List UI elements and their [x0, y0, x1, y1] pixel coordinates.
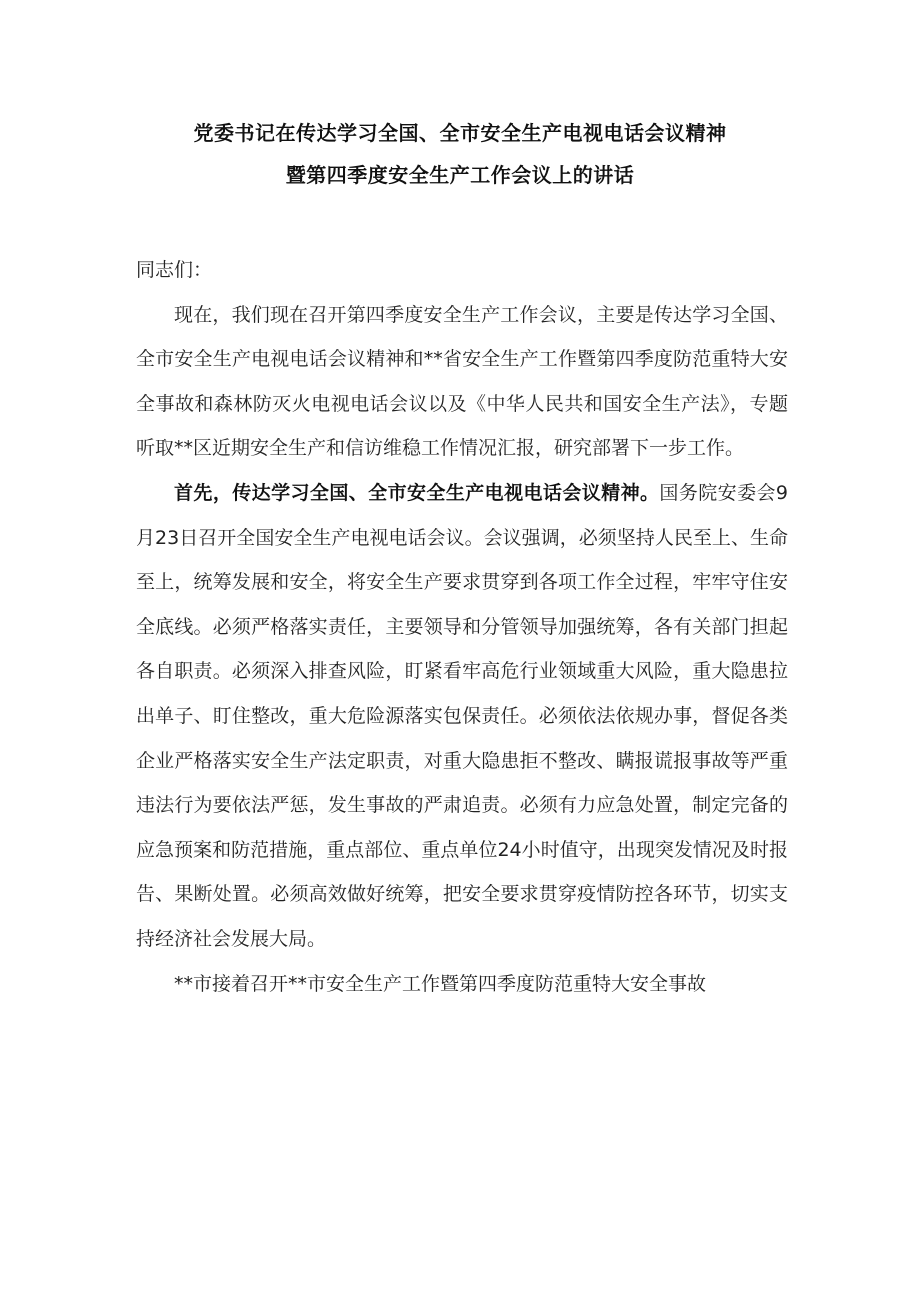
paragraph-2-lead: 首先，传达学习全国、全市安全生产电视电话会议精神。 [174, 481, 660, 504]
paragraph-1 [136, 293, 788, 471]
document-title [0, 112, 920, 196]
title-line-2: 暨第四季度安全生产工作会议上的讲话 [285, 163, 635, 187]
paragraph-3 [136, 962, 788, 1007]
paragraph-2-text: 国务院安委会9月23日召开全国安全生产电视电话会议。会议强调，必须坚持人民至上、生命至上，统筹发展和安全，将安全生产要求贯穿到各项工作全过程，牢牢守住安全底线。必须严格落实责任，主要领导和分管领导加强统筹，各有关部门担起各自职责。必须深入排查风险，盯紧看牢高危行业领域重大风险，重大隐患拉出单子、盯住整改，重大危险源落实包保责任。必须依法依规办事，督促各类企业严格落实安全生产法定职责，对重大隐患拒不整改、瞒报谎报事故等严重违法行为要依法严惩，发生事故的严肃追责。必须有力应急处置，制定完备的应急预案和防范措施，重点部位、重点单位24小时值守，出现突发情况及时报告、果断处置。必须高效做好统筹，把安全要求贯穿疫情防控各环节，切实支持经济社会发展大局。 [136, 481, 788, 950]
title-line-1: 党委书记在传达学习全国、全市安全生产电视电话会议精神 [193, 121, 727, 145]
paragraph-3-text: **市接着召开**市安全生产工作暨第四季度防范重特大安全事故 [174, 972, 707, 995]
document-body [136, 248, 788, 1006]
salutation: 同志们： [136, 259, 213, 281]
paragraph-1-text: 现在，我们现在召开第四季度安全生产工作会议，主要是传达学习全国、全市安全生产电视电话会议精神和**省安全生产工作暨第四季度防范重特大安全事故和森林防灭火电视电话会议以及《中华人民共和国安全生产法》，专题听取**区近期安全生产和信访维稳工作情况汇报，研究部署下一步工作。 [136, 303, 788, 460]
paragraph-2 [136, 471, 788, 962]
